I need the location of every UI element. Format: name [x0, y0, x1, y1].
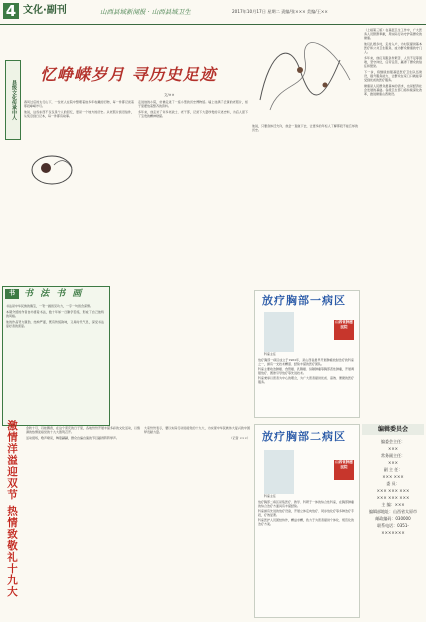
editorial-row: ××× [387, 446, 399, 451]
editorial-row: 主 编：××× [381, 502, 405, 507]
article1-column-flag: 县级文化传承中人 [5, 60, 21, 140]
article2-body-col2 [144, 426, 250, 616]
calligraphy-paragraph: 书法是中华民族的瑰宝，一笔一画皆见功力，一字一句皆含深情。 [6, 304, 94, 308]
ad1-doctor-photo [264, 312, 294, 352]
ad1-body [258, 358, 354, 412]
ad2-paragraph: 科室医护人员团结协作，精益求精，致力于为患者提供个体化、规范化的治疗方案。 [258, 518, 355, 526]
calligraphy-paragraph: 本期介绍的作者自幼喜爱书法，数十年如一日勤学苦练，形成了自己独特的风格。 [6, 310, 104, 318]
right-column-paragraph: 健康是人民群众最基本的需求，也是经济社会发展的基础。各级卫生部门将持续深化改革，推进健康山西建设。 [364, 84, 422, 96]
right-column-paragraph: （上接第三版）在基层卫生工作中，广大医务人员默默奉献，用实际行动守护着群众的健康。 [364, 28, 422, 40]
right-column-paragraph: 下一步，将继续加强基层医疗卫生队伍建设，提升服务能力，让群众在家门口就能享受到优质的医疗服务。 [364, 70, 422, 82]
ad1-doctor-caption: 科室主任 [264, 352, 277, 356]
calligraphy-column-tag: 书 [5, 289, 19, 299]
article1-paragraph: 多年来，他走访了许多老战士、老干部，记录下大量珍贵的口述史料，为后人留下了宝贵的精神财富。 [138, 110, 248, 118]
editorial-row: ××× ××× ××× [376, 495, 410, 500]
newspaper-brand: 山西县域新闻报 · 山西县域卫生 [100, 8, 191, 16]
right-column-paragraph: 多年来，他们克服条件艰苦、人员不足等困难，坚守岗位，任劳任怨，赢得了群众的信任和赞誉。 [364, 56, 422, 68]
calligraphy-paragraph: 他的作品笔力遒劲，结构严谨，既有传统韵味，又具时代气息，深受书法爱好者的喜爱。 [6, 320, 104, 328]
page-number: 4 [3, 3, 19, 19]
editorial-row: 常务副主任： [381, 453, 405, 458]
article2-body-col1 [26, 426, 140, 616]
ad1-paragraph: 科室秉承以患者为中心的理念，为广大患者提供优质、高效、便捷的医疗服务。 [258, 376, 355, 384]
editorial-row: 编委会主任： [381, 439, 405, 444]
editorial-row: 联系电话：0351- [377, 523, 409, 528]
editorial-row: 编辑部地址：山西省太原市 [369, 509, 417, 514]
editorial-board-title: 编辑委员会 [362, 424, 424, 435]
article1-body-col2 [138, 100, 248, 280]
article1-body-col1 [24, 100, 134, 280]
article1-paragraph: 他说，只要身体还允许，他会一直做下去，让更多的年轻人了解那段不能忘却的历史。 [252, 124, 358, 132]
wire-sculpture-illustration [250, 30, 358, 120]
ad1-paragraph: 科室主要收治肺癌、食管癌、乳腺癌、纵隔肿瘤等胸部恶性肿瘤，开展调强放疗、图像引导放疗等先进技术。 [258, 367, 355, 375]
ad2-hospital-logo: 山西省肿瘤医院 [334, 460, 354, 480]
ad2-doctor-photo [264, 450, 294, 494]
article2-byline: （记者 ×××） [229, 436, 250, 440]
ad1-paragraph: 放疗胸部一病区成立于1962年，是山西省最早开展肿瘤放射治疗的科室之一，拥有一支技术精湛、经验丰富的医疗团队。 [258, 358, 354, 366]
calligraphy-column-title: 书 法 书 画 [24, 289, 84, 299]
article1-headline: 忆峥嵘岁月 寻历史足迹 [40, 65, 217, 84]
article1-body-col3 [252, 124, 358, 280]
ad2-title: 放疗胸部二病区 [262, 430, 346, 443]
editorial-row: 委 员： [386, 481, 400, 486]
ad2-doctor-caption: 科室主任 [264, 494, 277, 498]
ad2-body [258, 500, 354, 610]
editorial-row: 邮政编码：030000 [375, 516, 411, 521]
vertical-slogan: 激情洋溢迎双节 热情致敬礼十九大 [6, 420, 18, 598]
dateline: 2017年10月17日 星期二 责编/张××× 美编/王×× [232, 9, 328, 14]
article1-paragraph: 春风过后的太行山下，一位老人在院中整理着他多年收藏的旧物，每一件都记录着那段峥嵘岁月。 [24, 100, 134, 108]
editorial-row: 副 主 任： [383, 467, 403, 472]
article2-paragraph: 大家纷纷表示，要以实际行动迎接党的十九大，为实现中华民族伟大复兴的中国梦贡献力量。 [144, 426, 250, 434]
editorial-row: ××× [387, 460, 399, 465]
article1-paragraph: 他说，这些东西不仅仅是个人的回忆，更是一个地方的历史。从老照片到旧信件，从奖章到日记本，每一件都有故事。 [24, 110, 134, 118]
editorial-row: ××××××× [381, 530, 405, 535]
ad2-paragraph: 科室拥有先进的放疗设备，开展立体定向放疗、同步放化疗等多种治疗手段，疗效显著。 [258, 509, 355, 517]
article1-paragraph: 走进他的小院，仿佛走进了一座小型的历史博物馆。墙上挂满了泛黄的老照片，柜子里摆放着整齐的资料。 [138, 100, 248, 108]
article1-byline: 文/×× [164, 93, 175, 97]
calligraphy-column-body [6, 304, 104, 420]
editorial-row: ××× ××× [382, 474, 404, 479]
editorial-board-list [364, 438, 422, 536]
article2-paragraph: 活动现场，歌声嘹亮，舞姿翩翩，群众自编自演的节目赢得阵阵掌声。 [26, 436, 120, 440]
section-title: 文化·副刊 [23, 5, 67, 16]
article2-paragraph: 金秋十月，丹桂飘香，在这个喜庆的日子里，各地纷纷开展丰富多彩的文化活动，以饱满的热情迎接党的十九大胜利召开。 [26, 426, 141, 434]
right-column-text [364, 28, 422, 420]
ad1-hospital-logo: 山西省肿瘤医院 [334, 320, 354, 340]
ad1-title: 放疗胸部一病区 [262, 294, 346, 307]
ad2-paragraph: 放疗胸部二病区是集医疗、教学、科研于一体的综合性科室，在胸部肿瘤的综合治疗方面具有丰富经验。 [258, 500, 355, 508]
editorial-row: ××× ××× ××× [376, 488, 410, 493]
right-column-paragraph: 他们扎根乡村，走村入户，为村民提供基本医疗和公共卫生服务，成为群众健康的守门人。 [364, 42, 422, 54]
